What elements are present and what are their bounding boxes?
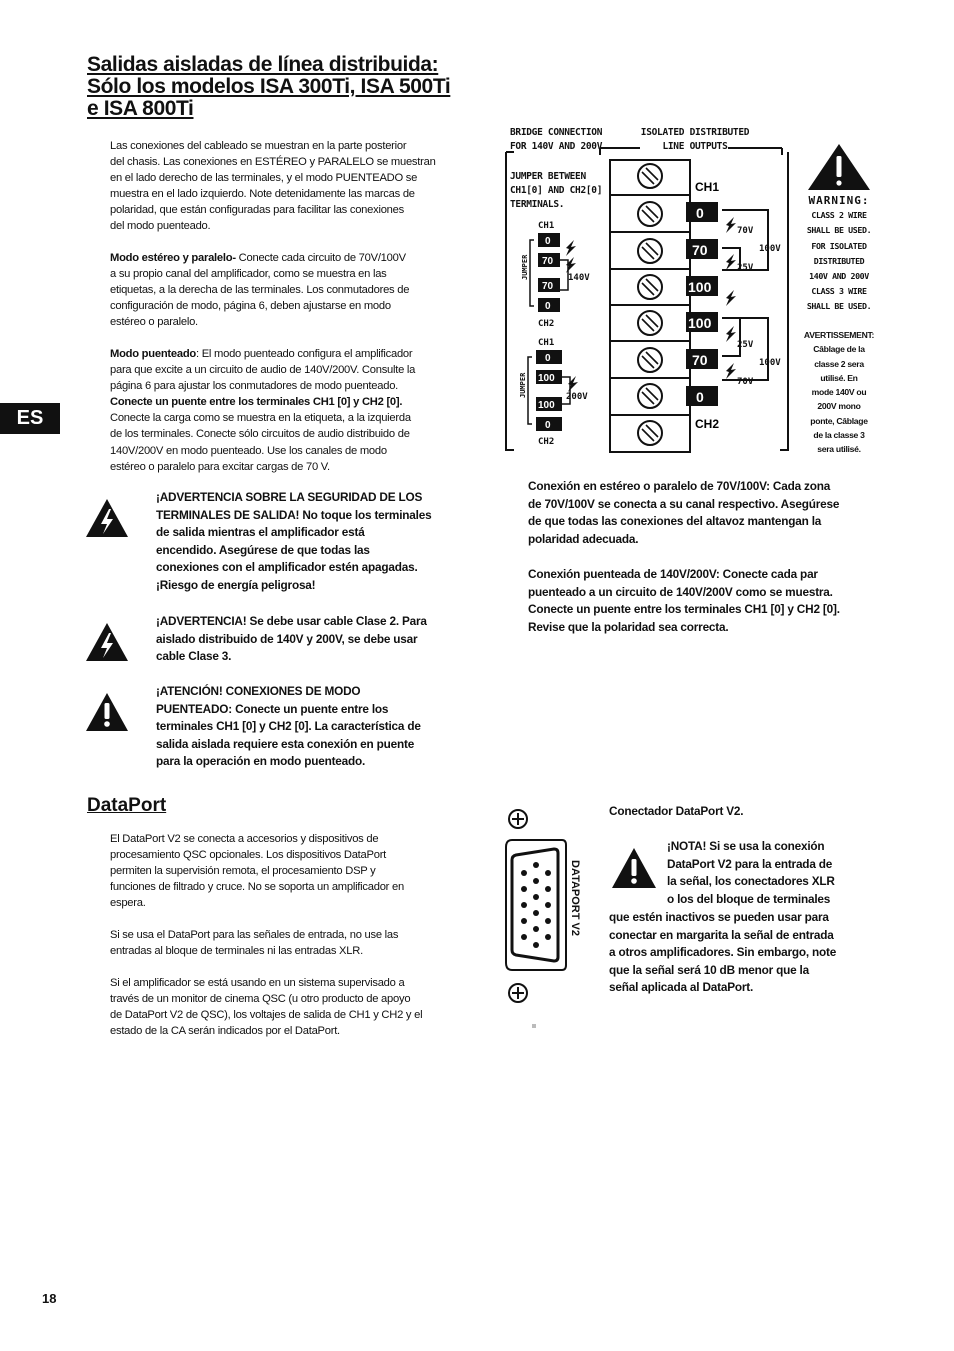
text-line: JUMPER BETWEEN [510, 171, 586, 182]
isolated-outputs-label [635, 126, 755, 154]
text-line: de salida mientras el amplificador está [156, 525, 365, 540]
bridged-caption [528, 566, 868, 636]
text-line: señal aplicada al DataPort. [609, 980, 754, 995]
text-line: en el lado derecho de las terminales, y el modo PUENTEADO se [110, 172, 418, 185]
text-line: configuración de modo, página 6, deben ajustarse en modo [110, 300, 391, 313]
text-line: ¡ADVERTENCIA! Se debe usar cable Clase 2. Para [156, 614, 427, 628]
dataport-title: DataPort [87, 795, 167, 816]
text-line: ¡ATENCIÓN! CONEXIONES DE MODO [156, 684, 361, 698]
bridge-heading: Modo puenteado [110, 348, 196, 360]
small-terminal-label: 0 [545, 236, 551, 247]
voltage-label: 140V [568, 273, 590, 283]
text-line: TERMINALES DE SALIDA! No toque los terminales [156, 507, 432, 522]
text-line: Revise que la polaridad sea correcta. [528, 619, 729, 634]
text-line: SHALL BE USED. [806, 225, 872, 236]
text-line: entradas al bloque de terminales ni las entradas XLR. [110, 945, 363, 958]
jumper-label: JUMPER [521, 254, 529, 280]
text-line: estéreo o paralelo para excitar cargas de 70 V. [110, 460, 330, 473]
text-line: estéreo o paralelo. [110, 316, 198, 329]
mounting-screw-icon [509, 984, 527, 1002]
text-line: para que excite a un circuito de audio de 140V/200V. Consulte la [110, 364, 416, 377]
voltage-label: 100V [759, 358, 781, 368]
terminal-label: 100 [688, 315, 712, 331]
jumper-label: JUMPER [519, 372, 527, 398]
text-line: a otros amplificadores. Sin embargo, note [609, 945, 837, 960]
text-line: aislado distribuido de 140V y 200V, se debe usar [156, 631, 418, 646]
text-line: Câblage de la [813, 344, 865, 355]
ch1-label: CH1 [695, 180, 720, 194]
dataport-label: DATAPORT V2 [569, 860, 581, 936]
title-line-1: Salidas aisladas de línea distribuida: [87, 53, 439, 76]
text-line: CH1[0] AND CH2[0] [510, 185, 603, 196]
voltage-label: 25V [737, 340, 754, 350]
dataport-paragraph-2 [110, 927, 455, 959]
diagram-avertissement-text [795, 328, 883, 457]
stereo-caption [528, 478, 868, 548]
speaker-symbols [726, 217, 736, 379]
ch1-small-label: CH1 [538, 221, 555, 231]
small-terminal-label: 0 [545, 420, 551, 431]
text-line: 200V mono [817, 401, 861, 412]
text-line: Conexión puenteada de 140V/200V: Conecte cada par [528, 567, 818, 581]
dataport-caption: Conectador DataPort V2. [609, 804, 744, 818]
text-line: mode 140V ou [811, 387, 867, 398]
text-line: 140V AND 200V [809, 271, 869, 282]
text-line: de la classe 3 [813, 430, 865, 441]
text-line: de 70V/100V se conecta a su canal respectivo. Asegúrese [528, 496, 840, 511]
voltage-label: 70V [737, 377, 754, 387]
text-line: ponte, Câblage [810, 415, 868, 426]
text-line: CLASS 2 WIRE [811, 210, 867, 221]
small-terminal-label: 0 [545, 301, 551, 312]
text-line: página 6 para ajustar los conmutadores de modo puenteado. [110, 380, 399, 393]
text-line: ¡Riesgo de energía peligrosa! [156, 577, 316, 592]
bridge-bold: Conecte un puente entre los terminales CH1 [0] y CH2 [0]. [110, 396, 403, 409]
terminal-label: 70 [692, 352, 708, 368]
text-line: espera. [110, 897, 146, 910]
dot-marker [532, 1024, 536, 1028]
language-tab: ES [0, 403, 60, 434]
text-line: utilisé. En [820, 372, 858, 383]
text-line: etiquetas, a la derecha de las terminales. Los conmutadores de [110, 284, 410, 297]
text-line: 140V/200V en modo puenteado. Use los canales de modo [110, 444, 387, 457]
ch2-small-label: CH2 [538, 319, 555, 329]
text-line: de DataPort V2 de QSC), los voltajes de salida de CH1 y CH2 y el [110, 1009, 423, 1022]
text-line: encendido. Asegúrese de que todas las [156, 542, 370, 557]
text-line: procesamiento QSC opcionales. Los dispositivos DataPort [110, 849, 387, 862]
text-line: : El modo puenteado configura el amplificador [196, 348, 413, 360]
text-line: PUENTEADO: Conecte un puente entre los [156, 701, 389, 716]
text-line: Conecte cada circuito de 70V/100V [235, 252, 406, 264]
text-line: que la señal será 10 dB menor que la [609, 962, 809, 977]
warning-terminal-safety [156, 489, 456, 595]
text-line: DataPort V2 para la entrada de [667, 856, 833, 871]
avert-title: AVERTISSEMENT: [803, 330, 875, 340]
text-line: del chasis. Las conexiones en ESTÉREO y PARALELO se muestran [110, 156, 436, 169]
small-terminal-label: 70 [542, 281, 554, 292]
text-line: la señal, los conectadores XLR [667, 874, 835, 889]
dataport-paragraph-1 [110, 831, 455, 911]
stereo-paragraph [110, 250, 455, 330]
text-line: estado de la CA serán indicados por el DataPort. [110, 1025, 340, 1038]
stereo-heading: Modo estéreo y paralelo- [110, 252, 236, 264]
warning-title: WARNING: [808, 194, 870, 207]
text-line: muestra en el lado izquierdo. Note detenidamente las marcas de [110, 188, 415, 201]
text-line: Conecte la carga como se muestra en la etiqueta, a la izquierda [110, 412, 411, 425]
exclamation-warning-icon [84, 691, 130, 733]
voltage-label: 100V [759, 244, 781, 254]
electric-shock-warning-icon [84, 621, 130, 663]
text-line: través de un monitor de cinema QSC (u otro producto de apoyo [110, 993, 411, 1006]
text-line: terminales CH1 [0] y CH2 [0]. La característica de [156, 719, 421, 734]
text-line: que estén inactivos se pueden usar para [609, 910, 829, 924]
warning-class2-cable [156, 613, 456, 666]
terminal-label: 0 [696, 389, 704, 405]
page-number: 18 [42, 1291, 57, 1306]
exclamation-warning-icon [610, 846, 658, 890]
text-line: de los terminales. Conecte sólo circuitos de audio distribuido de [110, 428, 410, 441]
text-line: El DataPort V2 se conecta a accesorios y dispositivos de [110, 833, 379, 845]
dataport-connector-illustration [500, 805, 590, 1005]
text-line: SHALL BE USED. [806, 301, 872, 312]
text-line: Conexión en estéreo o paralelo de 70V/100V: Cada zona [528, 479, 831, 493]
small-terminal-label: 100 [538, 373, 555, 384]
bridge-paragraph [110, 346, 455, 475]
text-line: funciones de filtrado y cruce. No se soporta un amplificador en [110, 881, 404, 894]
text-line: Si el amplificador se está usando en un sistema supervisado a [110, 977, 405, 989]
text-line: sera utilisé. [817, 444, 861, 455]
ch1-small-label: CH1 [538, 338, 555, 348]
text-line: TERMINALS. [510, 199, 565, 210]
electric-shock-warning-icon [84, 497, 130, 539]
terminal-label: 0 [696, 205, 704, 221]
text-line: o los del bloque de terminales [667, 891, 831, 906]
text-line: salida aislada requiere esta conexión en puente [156, 736, 415, 751]
text-line: polaridad adecuada. [528, 531, 639, 546]
text-line: FOR ISOLATED [811, 240, 867, 251]
title-line-2: Sólo los modelos ISA 300Ti, ISA 500Ti [87, 75, 451, 98]
small-terminal-label: 0 [545, 353, 551, 364]
voltage-label: 70V [737, 226, 754, 236]
ch2-label: CH2 [695, 417, 720, 431]
text-line: para la operación en modo puenteado. [156, 754, 366, 769]
text-line: classe 2 sera [814, 358, 864, 369]
intro-paragraph [110, 138, 455, 235]
text-line: ISOLATED DISTRIBUTED [640, 127, 750, 138]
text-line: a su propio canal del amplificador, como se muestra en las [110, 268, 387, 281]
text-line: cable Clase 3. [156, 649, 232, 664]
title-line-3: e ISA 800Ti [87, 97, 194, 120]
text-line: BRIDGE CONNECTION [510, 127, 603, 138]
mounting-screw-icon [509, 810, 527, 828]
small-terminal-label: 100 [538, 400, 555, 411]
text-line: conectar en margarita la señal de entrada [609, 927, 834, 942]
voltage-label: 25V [737, 263, 754, 273]
diagram-warning-text [795, 193, 883, 315]
text-line: LINE OUTPUTS [662, 141, 728, 152]
text-line: Si se usa el DataPort para las señales de entrada, no use las [110, 929, 399, 941]
text-line: de que todas las conexiones del altavoz mantengan la [528, 514, 822, 529]
text-line: Conecte un puente entre los terminales CH1 [0] y CH2 [0]. [528, 602, 840, 617]
terminal-label: 100 [688, 279, 712, 295]
text-line: CLASS 3 WIRE [811, 286, 867, 297]
text-line: DISTRIBUTED [813, 255, 865, 266]
text-line: Las conexiones del cableado se muestran en la parte posterior [110, 140, 407, 152]
voltage-label: 200V [566, 392, 588, 402]
text-line: FOR 140V AND 200V [510, 141, 603, 152]
text-line: puenteado a un circuito de 140V/200V como se muestra. [528, 584, 833, 599]
text-line: del modo puenteado. [110, 220, 211, 233]
text-line: ¡NOTA! Si se usa la conexión [667, 839, 825, 853]
warning-bridge-mode [156, 683, 456, 771]
text-line: polaridad, que están configuradas para facilitar las conexiones [110, 204, 404, 217]
dataport-paragraph-3 [110, 975, 455, 1039]
text-line: conexiones con el amplificador estén apagadas. [156, 560, 418, 575]
ch2-small-label: CH2 [538, 437, 555, 447]
dataport-note-continued [609, 909, 869, 997]
section-title [87, 54, 507, 120]
jumper-note [510, 170, 602, 212]
terminal-label: 70 [692, 242, 708, 258]
text-line: ¡ADVERTENCIA SOBRE LA SEGURIDAD DE LOS [156, 490, 423, 504]
bridge-connection-label [510, 126, 602, 154]
small-terminal-label: 70 [542, 256, 554, 267]
text-line: permiten la supervisión remota, el procesamiento DSP y [110, 865, 376, 878]
dataport-note [667, 838, 867, 908]
